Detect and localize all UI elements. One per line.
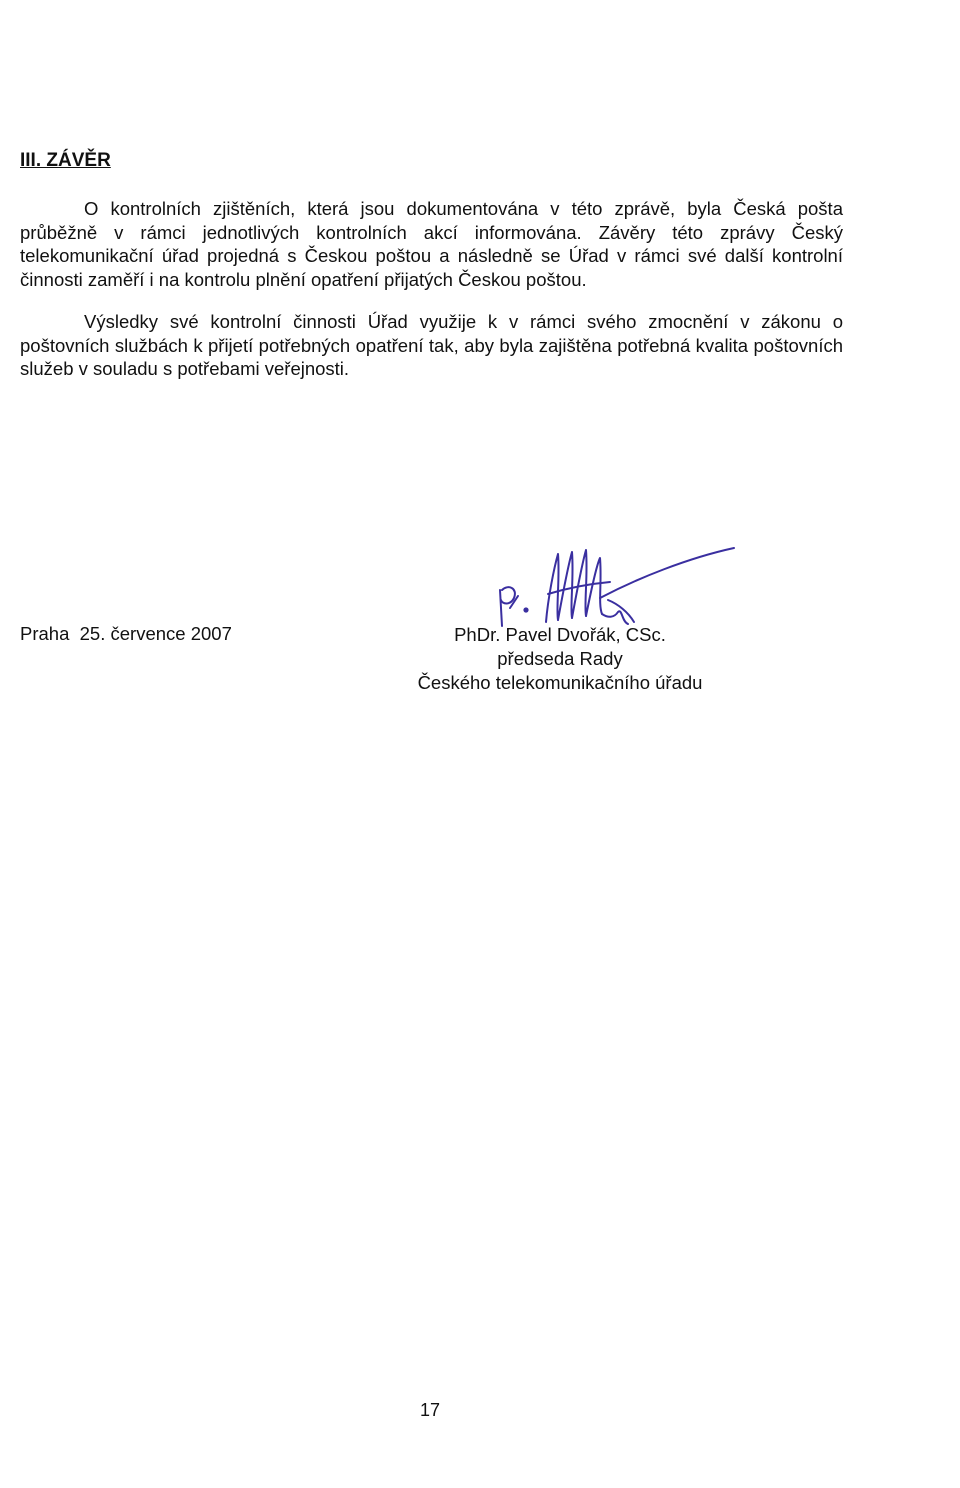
place-date: Praha 25. července 2007	[20, 623, 232, 644]
paragraph-conclusion-1: O kontrolních zjištěních, která jsou dokumentována v této zprávě, byla Česká pošta průběžně v rámci jednotlivých kontrolních akcí informována. Závěry této zprávy Český telekomunikační úřad projedná s Českou poštou a následně se Úřad v rámci své další kontrolní činnosti zaměří i na kontrolu plnění opatření přijatých Českou poštou.	[20, 198, 843, 290]
signatory-role: předseda Rady	[497, 648, 623, 669]
section-heading: III. ZÁVĚR	[20, 150, 111, 171]
page-number: 17	[419, 1400, 441, 1420]
paragraph-conclusion-2: Výsledky své kontrolní činnosti Úřad využije k v rámci svého zmocnění v zákonu o poštovních službách k přijetí potřebných opatření tak, aby byla zajištěna potřebná kvalita poštovních služeb v souladu s potřebami veřejnosti.	[20, 311, 843, 379]
signature-block	[388, 623, 732, 695]
signatory-name: PhDr. Pavel Dvořák, CSc.	[454, 624, 666, 645]
signatory-office: Českého telekomunikačního úřadu	[417, 672, 703, 693]
